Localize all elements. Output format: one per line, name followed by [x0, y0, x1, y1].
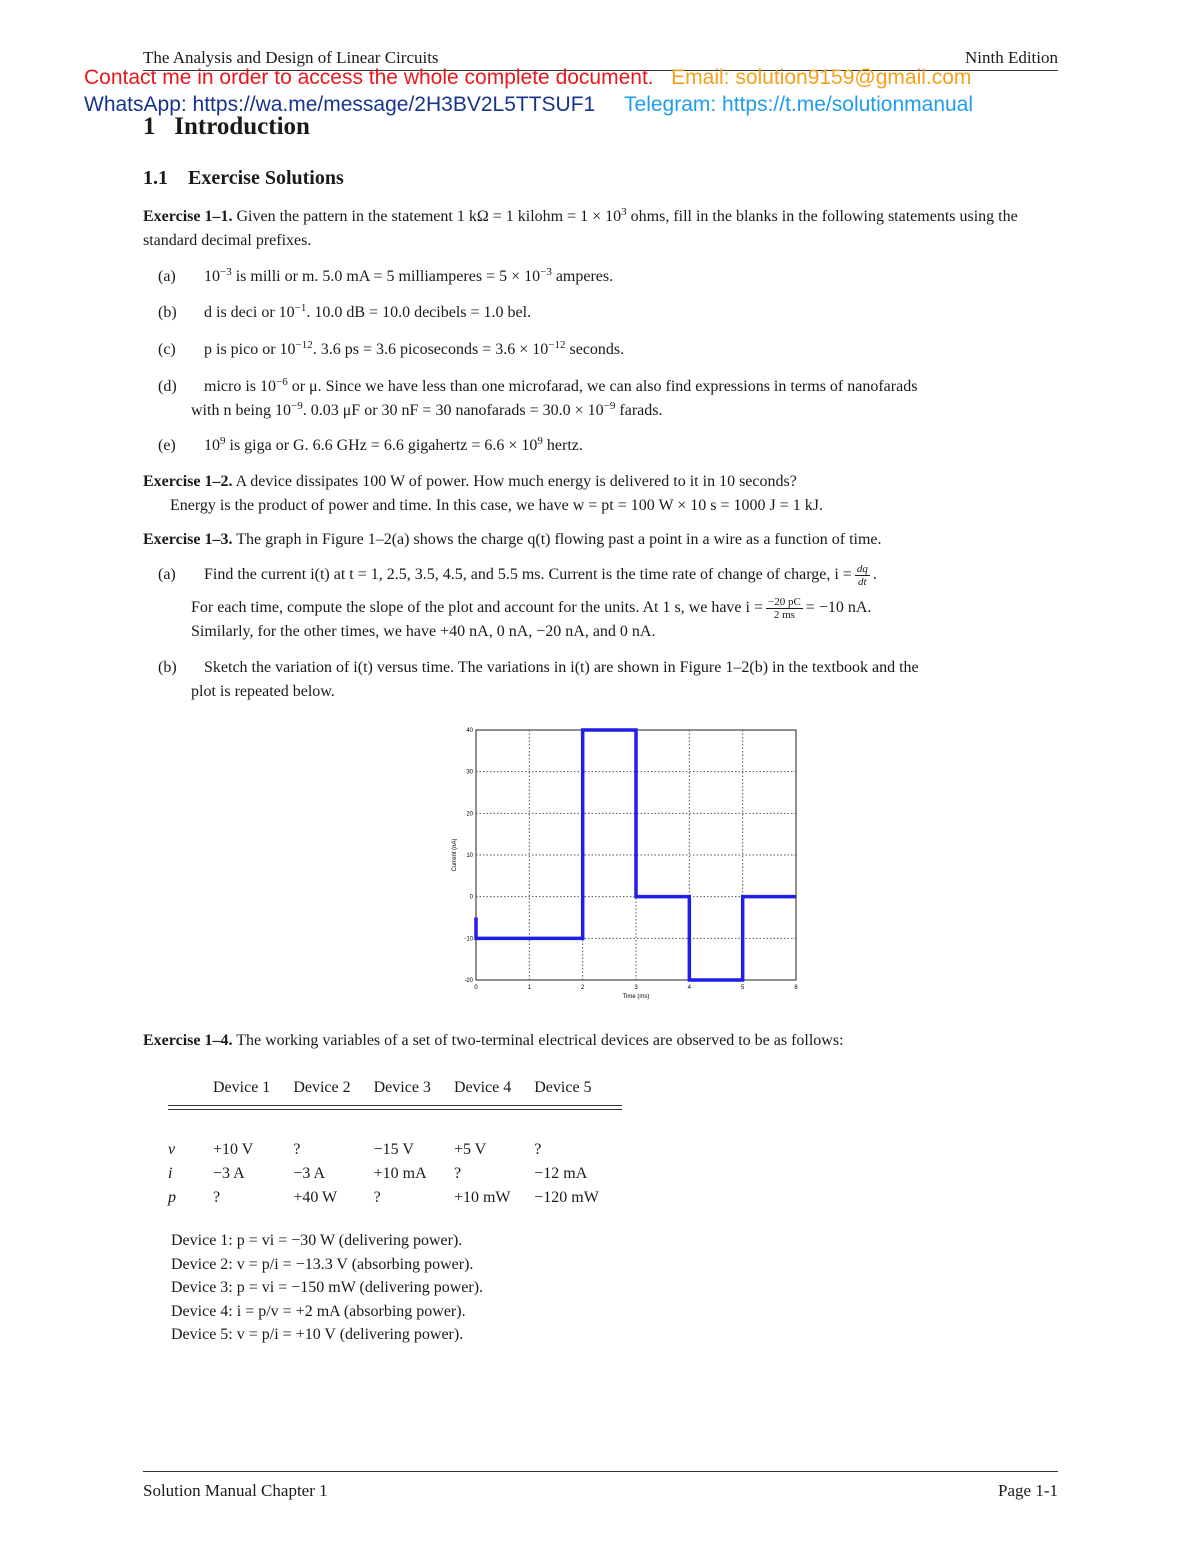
- exercise-answer: Energy is the product of power and time. In this case, we have w = pt = 100 W × 10 s = 1000 J = 1 kJ.: [170, 497, 824, 514]
- item-text: . 0.03 μF or 30 nF = 30 nanofarads = 30.0 × 10: [302, 402, 604, 419]
- footer-rule: [143, 1471, 1058, 1472]
- x-tick-label: 3: [634, 985, 638, 991]
- table-row: [168, 1186, 622, 1210]
- item-text: d is deci or 10: [204, 304, 295, 321]
- table-cell: −12 mA: [534, 1165, 588, 1182]
- superscript: 3: [621, 206, 627, 218]
- superscript: −1: [294, 302, 307, 314]
- exercise-1-1-item-e: [158, 434, 583, 458]
- item-label: (c): [158, 341, 176, 358]
- item-label: (a): [158, 268, 176, 285]
- table-row: [168, 1162, 622, 1186]
- superscript: 9: [537, 435, 543, 447]
- y-tick-label: 0: [469, 894, 473, 901]
- item-text: For each time, compute the slope of the plot and account for the units. At 1 s, we have i =: [191, 599, 763, 617]
- item-label: (e): [158, 437, 176, 454]
- table-cell: ?: [293, 1141, 301, 1158]
- table-cell: ?: [213, 1189, 221, 1206]
- item-label: (b): [158, 304, 177, 321]
- item-text: = −10 nA.: [805, 599, 872, 617]
- table-cell: ?: [453, 1165, 462, 1182]
- superscript: −3: [220, 266, 232, 278]
- table-cell: +10 V: [213, 1141, 254, 1158]
- item-label: (d): [158, 378, 177, 395]
- superscript: −12: [295, 339, 313, 351]
- exercise-1-1: [143, 205, 1063, 253]
- section-number: 1.1: [143, 167, 168, 189]
- y-tick-label: 10: [466, 853, 473, 859]
- x-tick-label: 6: [794, 985, 798, 991]
- promo-whatsapp[interactable]: WhatsApp: https://wa.me/message/2H3BV2L5TTSUF1: [84, 93, 596, 116]
- x-tick-label: 1: [527, 985, 532, 991]
- device-answer: Device 1: p = vi = −30 W (delivering power).: [171, 1232, 463, 1249]
- chapter-number: 1: [143, 113, 156, 140]
- chapter-title: Introduction: [174, 113, 310, 140]
- item-text: amperes.: [551, 268, 614, 285]
- chapter-heading: [143, 113, 310, 141]
- footer-title: Solution Manual Chapter 1: [143, 1481, 328, 1500]
- fraction-dq-dt: [855, 563, 870, 588]
- table-header-cell: Device 5: [534, 1079, 592, 1096]
- device-answer: Device 4: i = p/v = +2 mA (absorbing power).: [171, 1302, 466, 1320]
- promo-contact: Contact me in order to access the whole complete document.: [84, 66, 654, 89]
- superscript: −3: [540, 266, 552, 278]
- item-text: p is pico or 10: [204, 341, 296, 358]
- item-text: 10: [204, 268, 220, 285]
- exercise-1-4: [143, 1029, 1063, 1053]
- table-header-cell: Device 1: [213, 1079, 271, 1096]
- exercise-1-1-item-d: [158, 375, 1063, 423]
- item-text: micro is 10: [204, 378, 276, 395]
- table-cell: i: [168, 1165, 173, 1182]
- section-heading: [143, 167, 344, 190]
- table-cell: −120 mW: [534, 1189, 599, 1206]
- table-cell: ?: [373, 1189, 381, 1206]
- table-cell: +10 mW: [453, 1189, 511, 1206]
- table-header-cell: Device 2: [293, 1079, 351, 1096]
- exercise-text: The working variables of a set of two-terminal electrical devices are observed to be as follows:: [236, 1032, 844, 1049]
- device-answer: Device 3: p = vi = −150 mW (delivering power).: [171, 1279, 484, 1296]
- superscript: −9: [603, 400, 616, 412]
- exercise-label: Exercise 1–2.: [143, 473, 233, 490]
- table-header-cell: Device 3: [373, 1079, 431, 1096]
- item-text: Find the current i(t) at t = 1, 2.5, 3.5, 4.5, and 5.5 ms. Current is the time rate of change of charge, i =: [204, 566, 852, 584]
- item-label: (b): [158, 659, 177, 676]
- table-cell: +10 mA: [373, 1165, 427, 1182]
- running-header-edition: Ninth Edition: [964, 48, 1058, 67]
- y-tick-label: 20: [466, 811, 473, 818]
- exercise-question: A device dissipates 100 W of power. How much energy is delivered to it in 10 seconds?: [235, 473, 797, 490]
- item-text: . 10.0 dB = 10.0 decibels = 1.0 bel.: [306, 304, 532, 321]
- fraction-numerator: dq: [856, 563, 868, 575]
- item-text: 10: [204, 437, 220, 454]
- current-vs-time-chart: [440, 720, 810, 1010]
- item-text: with n being 10: [191, 402, 291, 419]
- table-row: [168, 1138, 622, 1162]
- section-title: Exercise Solutions: [188, 167, 344, 189]
- y-tick-label: 30: [466, 769, 473, 776]
- current-series-line: [476, 730, 796, 980]
- table-cell: −3 A: [293, 1165, 326, 1182]
- exercise-label: Exercise 1–3.: [143, 531, 233, 548]
- device-answer: Device 2: v = p/i = −13.3 V (absorbing power).: [171, 1255, 474, 1273]
- exercise-text: ohms, fill in the blanks in the following statements using the standard decimal prefixes.: [143, 208, 1018, 249]
- promo-line-1: [84, 66, 971, 90]
- table-cell: −3 A: [213, 1165, 245, 1182]
- fraction-denominator: dt: [858, 576, 867, 588]
- item-text: seconds.: [565, 341, 625, 358]
- exercise-1-1-item-c: [158, 338, 624, 362]
- item-label: (a): [158, 566, 176, 584]
- device-table: [168, 1079, 622, 1210]
- table-header-row: [168, 1079, 622, 1105]
- table-cell: ?: [534, 1141, 542, 1158]
- y-tick-label: 40: [466, 728, 473, 734]
- item-text: Similarly, for the other times, we have +40 nA, 0 nA, −20 nA, and 0 nA.: [191, 623, 656, 640]
- exercise-1-3-item-b: [158, 656, 1063, 704]
- exercise-label: Exercise 1–1.: [143, 208, 233, 225]
- item-text: farads.: [615, 402, 663, 419]
- table-header-cell: Device 4: [453, 1079, 512, 1096]
- promo-telegram[interactable]: Telegram: https://t.me/solutionmanual: [624, 93, 974, 116]
- x-tick-label: 2: [580, 985, 585, 991]
- item-text: plot is repeated below.: [191, 683, 335, 700]
- item-text: Sketch the variation of i(t) versus time. The variations in i(t) are shown in Figure 1–2(b) in the textbook and the: [204, 659, 919, 676]
- item-text: hertz.: [542, 437, 583, 454]
- exercise-text: The graph in Figure 1–2(a) shows the charge q(t) flowing past a point in a wire as a function of time.: [236, 531, 882, 548]
- fraction-charge-time: [766, 596, 803, 621]
- device-answer: Device 5: v = p/i = +10 V (delivering power).: [171, 1326, 464, 1343]
- table-header-cell: [168, 1079, 213, 1105]
- fraction-denominator: 2 ms: [773, 609, 795, 621]
- exercise-1-2: [143, 470, 1063, 518]
- y-tick-label: -10: [464, 936, 473, 943]
- y-axis-label: Current (nA): [452, 838, 458, 872]
- device-answers: [171, 1229, 483, 1347]
- exercise-label: Exercise 1–4.: [143, 1032, 233, 1049]
- superscript: −9: [291, 400, 303, 412]
- running-header-title: The Analysis and Design of Linear Circuits: [143, 48, 439, 67]
- exercise-1-3-item-a: (a) Find the current i(t) at t = 1, 2.5, 3.5, 4.5, and 5.5 ms. Current is the time rate of change of charge, i = $\frac{dq}{dt}$ .: [158, 563, 877, 588]
- table-cell: p: [168, 1189, 176, 1206]
- superscript: −6: [276, 376, 288, 388]
- exercise-1-1-item-b: [158, 301, 531, 325]
- item-text: is milli or m. 5.0 mA = 5 milliamperes = 5 × 10: [231, 268, 541, 285]
- superscript: −12: [548, 339, 566, 351]
- table-cell: −15 V: [373, 1141, 414, 1158]
- item-text: . 3.6 ps = 3.6 picoseconds = 3.6 × 10: [312, 341, 549, 358]
- footer-page-number: Page 1-1: [998, 1481, 1058, 1500]
- y-tick-label: -20: [464, 978, 473, 984]
- exercise-1-3-item-a-cont2: [191, 620, 655, 644]
- table-cell: +5 V: [453, 1141, 487, 1158]
- item-text: is giga or G. 6.6 GHz = 6.6 gigahertz = 6.6 × 10: [225, 437, 538, 454]
- exercise-1-3: [143, 528, 1063, 552]
- exercise-1-1-item-a: [158, 265, 613, 289]
- table-cell: +40 W: [293, 1189, 338, 1206]
- x-axis-label: Time (ms): [622, 994, 650, 1000]
- promo-email[interactable]: Email: solution9159@gmail.com: [671, 66, 972, 89]
- item-text: or μ. Since we have less than one microfarad, we can also find expressions in terms of nanofarads: [287, 378, 918, 395]
- fraction-numerator: −20 pC: [768, 596, 801, 608]
- superscript: 9: [220, 435, 226, 447]
- x-tick-label: 5: [740, 985, 745, 991]
- x-tick-label: 4: [687, 985, 692, 991]
- exercise-1-3-item-a-cont: [191, 596, 1071, 621]
- x-tick-label: 0: [474, 985, 478, 991]
- table-cell: v: [168, 1141, 176, 1158]
- exercise-text: Given the pattern in the statement 1 kΩ = 1 kilohm = 1 × 10: [236, 208, 622, 225]
